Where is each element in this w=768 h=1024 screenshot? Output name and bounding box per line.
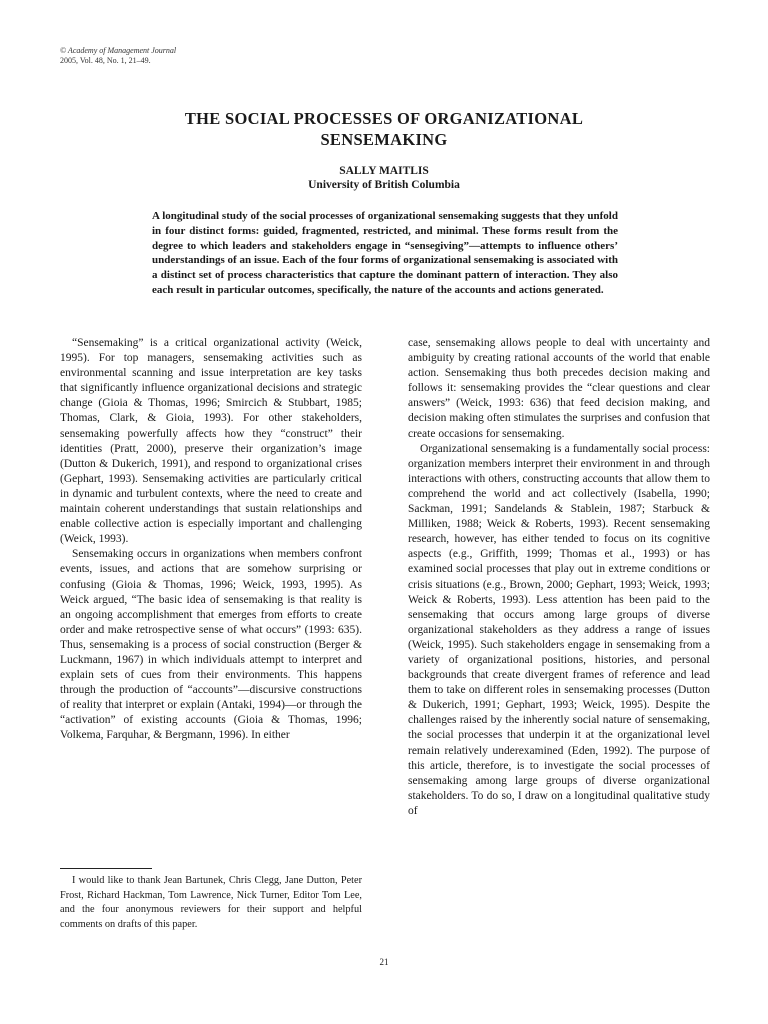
right-column [408, 336, 710, 819]
body-paragraph: “Sensemaking” is a critical organizational activity (Weick, 1995). For top managers, sensemaking activities such as environmental scanning and issue interpretation are key tasks that significantly influence organizational decisions and strategic change (Gioia & Thomas, 1996; Smircich & Stubbart, 1985; Thomas, Clark, & Gioia, 1993). For other stakeholders, sensemaking powerfully affects how they “construct” their identities (Pratt, 2000), preserve their organization’s image (Dutton & Dukerich, 1991), and respond to organizational crises (Gephart, 1993). Sensemaking activities are particularly critical in dynamic and turbulent contexts, where the need to create and maintain coherent understandings that sustain relationships and enable collective action is especially important and challenging (Weick, 1993). [60, 337, 362, 546]
journal-info [60, 46, 176, 66]
author-affiliation: University of British Columbia [308, 179, 460, 191]
article-author: SALLY MAITLIS [339, 165, 429, 177]
left-column [60, 336, 362, 744]
article-title: THE SOCIAL PROCESSES OF ORGANIZATIONAL SENSEMAKING [184, 109, 584, 149]
journal-citation: 2005, Vol. 48, No. 1, 21–49. [60, 56, 151, 65]
footnote-text: I would like to thank Jean Bartunek, Chris Clegg, Jane Dutton, Peter Frost, Richard Hackman, Tom Lawrence, Nick Turner, Editor Tom Lee, and the four anonymous reviewers for their support and helpful comments on drafts of this paper. [60, 875, 362, 930]
body-paragraph: case, sensemaking allows people to deal with uncertainty and ambiguity by creating rational accounts of the world that enable action. Sensemaking thus both precedes decision making and follows it: sensemaking provides the “clear questions and clear answers” (Weick, 1993: 636) that feed decision making, and decision making often stimulates the surprises and confusion that create occasions for sensemaking. [408, 337, 710, 440]
body-paragraph: Sensemaking occurs in organizations when members confront events, issues, and actions that are somehow surprising or confusing (Gioia & Thomas, 1996; Weick, 1993, 1995). As Weick argued, “The basic idea of sensemaking is that reality is an ongoing accomplishment that emerges from efforts to create order and make retrospective sense of what occurs” (1993: 635). Thus, sensemaking is a process of social construction (Berger & Luckmann, 1967) in which individuals attempt to interpret and explain sets of cues from their environments. This happens through the production of “accounts”—discursive constructions of reality that interpret or explain (Antaki, 1994)—or through the “activation” of existing accounts (Gioia & Thomas, 1996; Volkema, Farquhar, & Bergmann, 1996). In either [60, 548, 362, 742]
journal-copyright: © Academy of Management Journal [60, 46, 177, 55]
page-number: 21 [379, 957, 389, 967]
body-paragraph: Organizational sensemaking is a fundamentally social process: organization members interpret their environment in and through interactions with others, constructing accounts that allow them to comprehend the world and act collectively (Isabella, 1990; Sackman, 1991; Sandelands & Stablein, 1987; Starbuck & Milliken, 1988; Weick & Roberts, 1993). Recent sensemaking research, however, has either tended to focus on its cognitive aspects (e.g., Griffith, 1999; Thomas et al., 1993) or has examined social processes that play out in extreme conditions or crisis situations (e.g., Brown, 2000; Gephart, 1993; Weick, 1993; Weick & Roberts, 1993). Less attention has been paid to the sensemaking that occurs among large groups of diverse organizational stakeholders as they address a range of issues (Weick, 1995). Such stakeholders engage in sensemaking from a variety of organizational positions, histories, and personal backgrounds that create divergent frames of reference and lead them to take on different roles in sensemaking processes (Dutton & Dukerich, 1991; Gephart, 1993; Weick, 1995). Despite the challenges raised by the inherently social nature of sensemaking, the social processes that underpin it at the organizational level remain relatively underexamined (Eden, 1992). The purpose of this article, therefore, is to investigate the social processes of sensemaking among large groups of diverse organizational stakeholders. To do so, I draw on a longitudinal qualitative study of [408, 442, 710, 817]
abstract: A longitudinal study of the social processes of organizational sensemaking suggests that they unfold in four distinct forms: guided, fragmented, restricted, and minimal. These forms result from the degree to which leaders and stakeholders engage in “sensegiving”—attempts to influence others’ understandings of an issue. Each of the four forms of organizational sensemaking is associated with a distinct set of process characteristics that capture the dominant pattern of interaction. They also each result in particular outcomes, specifically, the nature of the accounts and actions generated. [152, 210, 618, 296]
footnote-divider [60, 868, 152, 869]
footnote [60, 874, 362, 932]
title-block [0, 108, 768, 192]
